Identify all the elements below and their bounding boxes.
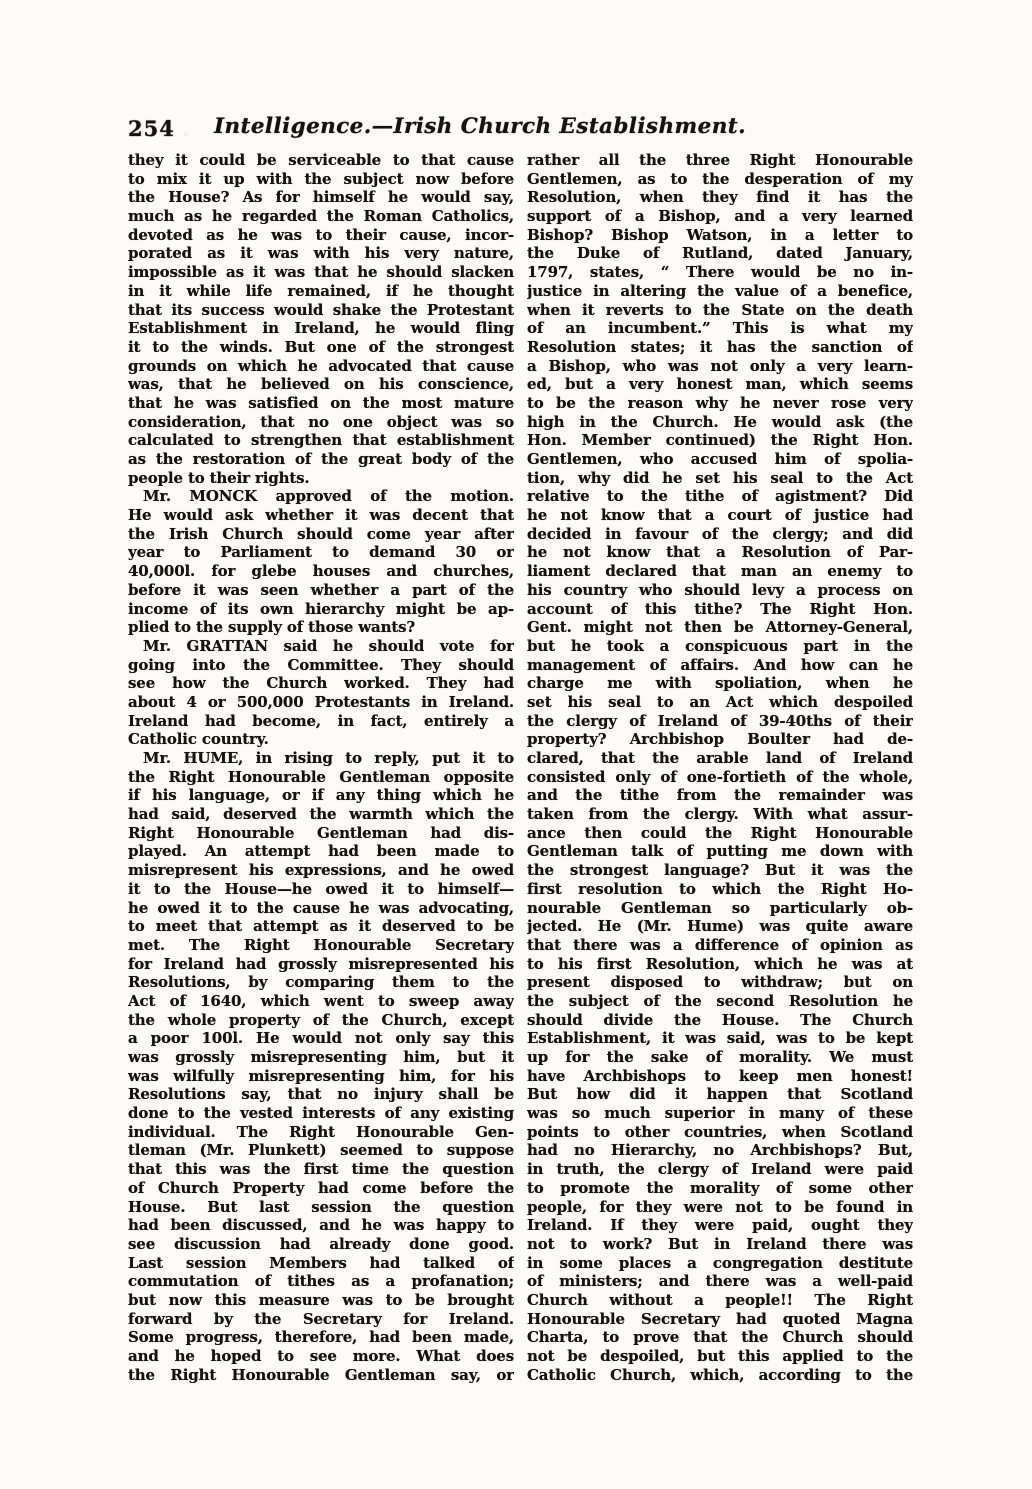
text-line: relative to the tithe of agistment? Did [527, 487, 913, 506]
text-line: Honourable Secretary had quoted Magna [527, 1309, 913, 1328]
text-line: met. The Right Honourable Secretary [128, 935, 514, 954]
text-line: played. An attempt had been made to [128, 842, 514, 861]
text-line: management of affairs. And how can he [527, 655, 913, 674]
text-line: ed, but a very honest man, which seems [527, 375, 913, 394]
text-line: that this was the first time the question [128, 1160, 514, 1179]
text-line: a poor 100l. He would not only say this [128, 1029, 514, 1048]
text-line: Hon. Member continued) the Right Hon. [527, 431, 913, 450]
text-line: liament declared that man an enemy to [527, 562, 913, 581]
text-line: justice in altering the value of a benefice, [527, 281, 913, 300]
text-line: the House? As for himself he would say, [128, 188, 514, 207]
text-line: to be the reason why he never rose very [527, 393, 913, 412]
text-line: for Ireland had grossly misrepresented his [128, 954, 514, 973]
text-line: Act of 1640, which went to sweep away [128, 991, 514, 1010]
text-line: Ireland. If they were paid, ought they [527, 1216, 913, 1235]
text-line: Mr. MONCK approved of the motion. [143, 487, 514, 506]
text-line: devoted as he was to their cause, incor- [128, 225, 514, 244]
text-line: but now this measure was to be brought [128, 1290, 514, 1309]
text-line: was, that he believed on his conscience, [128, 375, 514, 394]
text-line: in some places a congregation destitute [527, 1253, 913, 1272]
text-line: Mr. HUME, in rising to reply, put it to [143, 749, 514, 767]
text-line: the Duke of Rutland, dated January, [527, 244, 913, 263]
text-line: up for the sake of morality. We must [527, 1048, 913, 1066]
text-line: much as he regarded the Roman Catholics, [128, 207, 514, 226]
text-columns [128, 151, 913, 1384]
text-line: was so much superior in many of these [527, 1104, 913, 1123]
text-line: as the restoration of the great body of the [128, 450, 514, 468]
text-line: the Irish Church should come year after [128, 524, 514, 543]
text-line: people, for they were not to be found in [527, 1197, 913, 1216]
text-line: see discussion had already done good. [128, 1234, 514, 1253]
text-line: charge me with spoliation, when he [527, 674, 913, 693]
text-line: tleman (Mr. Plunkett) seemed to suppose [128, 1141, 514, 1160]
text-line: Resolution, when they find it has the [527, 188, 913, 207]
text-line: high in the Church. He would ask (the [527, 412, 913, 431]
text-line: taken from the clergy. With what assur- [527, 805, 913, 824]
text-line: decided in favour of the clergy; and did [527, 524, 913, 543]
text-line: of an incumbent.” This is what my [527, 319, 913, 338]
text-line: he owed it to the cause he was advocating, [128, 898, 514, 917]
text-line: Gentlemen, as to the desperation of my [527, 169, 913, 188]
text-line: to mix it up with the subject now before [128, 169, 514, 188]
text-line: Charta, to prove that the Church should [527, 1328, 913, 1347]
text-line: first resolution to which the Right Ho- [527, 879, 913, 898]
text-line: not to work? But in Ireland there was [527, 1234, 913, 1253]
text-column-right [527, 151, 913, 1384]
text-line: rather all the three Right Honourable [527, 151, 913, 169]
text-line: of ministers; and there was a well-paid [527, 1272, 913, 1291]
text-line: Right Honourable Gentleman had dis- [128, 823, 514, 842]
text-line: going into the Committee. They should [128, 655, 514, 674]
text-line: had been discussed, and he was happy to [128, 1216, 514, 1235]
text-line: to promote the morality of some other [527, 1178, 913, 1197]
text-line: porated as it was with his very nature, [128, 244, 514, 263]
text-line: year to Parliament to demand 30 or [128, 543, 514, 562]
text-line: consisted only of one-fortieth of the whole, [527, 767, 913, 786]
text-line: forward by the Secretary for Ireland. [128, 1309, 514, 1328]
text-line: had said, deserved the warmth which the [128, 805, 514, 824]
text-line: account of this tithe? The Right Hon. [527, 599, 913, 618]
text-line: he not know that a court of justice had [527, 506, 913, 525]
text-line: they it could be serviceable to that cause [128, 151, 514, 169]
text-line: a Bishop, who was not only a very learn- [527, 356, 913, 375]
text-line: jected. He (Mr. Hume) was quite aware [527, 917, 913, 936]
text-line: that he was satisfied on the most mature [128, 393, 514, 412]
text-line: the subject of the second Resolution he [527, 991, 913, 1010]
text-line: impossible as it was that he should slacken [128, 263, 514, 282]
text-line: He would ask whether it was decent that [128, 506, 514, 525]
text-line: that its success would shake the Protestant [128, 300, 514, 319]
text-line: House. But last session the question [128, 1197, 514, 1216]
text-line: commutation of tithes as a profanation; [128, 1272, 514, 1291]
text-line: present disposed to withdraw; but on [527, 973, 913, 992]
text-line: Last session Members had talked of [128, 1253, 514, 1272]
text-line: the strongest language? But it was the [527, 861, 913, 880]
text-line: but he took a conspicuous part in the [527, 636, 913, 655]
text-line: before it was seen whether a part of the [128, 580, 514, 599]
text-line: have Archbishops to keep men honest! [527, 1066, 913, 1085]
text-line: property? Archbishop Boulter had de- [527, 730, 913, 749]
text-line: Resolutions, by comparing them to the [128, 973, 514, 992]
text-line: to his first Resolution, which he was at [527, 954, 913, 973]
text-line: nourable Gentleman so particularly ob- [527, 898, 913, 917]
text-line: people to their rights. [128, 468, 310, 487]
text-line: was grossly misrepresenting him, but it [128, 1048, 514, 1066]
text-line: Catholic Church, which, according to the [527, 1365, 913, 1384]
text-line: Some progress, therefore, had been made, [128, 1328, 514, 1347]
text-line: 40,000l. for glebe houses and churches, [128, 562, 514, 581]
text-line: it to the House—he owed it to himself— [128, 879, 514, 898]
text-line: tion, why did he set his seal to the Act [527, 468, 913, 487]
text-column-left [128, 151, 514, 1384]
text-line: Church without a people!! The Right [527, 1290, 913, 1309]
text-line: the whole property of the Church, except [128, 1010, 514, 1029]
text-line: But how did it happen that Scotland [527, 1085, 913, 1104]
text-line: not be despoiled, but this applied to the [527, 1347, 913, 1365]
running-title: Intelligence.—Irish Church Establishment. [214, 114, 746, 139]
text-line: individual. The Right Honourable Gen- [128, 1122, 514, 1141]
text-line: his country who should levy a process on [527, 580, 913, 599]
text-line: 1797, states, “ There would be no in- [527, 263, 913, 282]
text-line: should divide the House. The Church [527, 1010, 913, 1029]
text-line: clared, that the arable land of Ireland [527, 749, 913, 767]
text-line: plied to the supply of those wants? [128, 618, 416, 637]
text-line: and the tithe from the remainder was [527, 786, 913, 805]
text-line: the clergy of Ireland of 39-40ths of their [527, 711, 913, 730]
text-line: Mr. GRATTAN said he should vote for [143, 636, 514, 655]
text-line: Bishop? Bishop Watson, in a letter to [527, 225, 913, 244]
running-head [128, 114, 912, 146]
text-line: the Right Honourable Gentleman say, or [128, 1365, 514, 1384]
text-line: was wilfully misrepresenting him, for his [128, 1066, 514, 1085]
text-line: Catholic country. [128, 730, 269, 749]
text-line: support of a Bishop, and a very learned [527, 207, 913, 226]
text-line: Gentleman talk of putting me down with [527, 842, 913, 861]
text-line: set his seal to an Act which despoiled [527, 692, 913, 711]
text-line: he not know that a Resolution of Par- [527, 543, 913, 562]
text-line: that there was a difference of opinion as [527, 935, 913, 954]
text-line: Gent. might not then be Attorney-General, [527, 618, 913, 637]
text-line: about 4 or 500,000 Protestants in Ireland. [128, 692, 514, 711]
text-line: consideration, that no one object was so [128, 412, 514, 431]
text-line: to meet that attempt as it deserved to be [128, 917, 514, 936]
text-line: Resolutions say, that no injury shall be [128, 1085, 514, 1104]
text-line: misrepresent his expressions, and he owed [128, 861, 514, 880]
text-line: points to other countries, when Scotland [527, 1122, 913, 1141]
text-line: grounds on which he advocated that cause [128, 356, 514, 375]
page-number: 254 [128, 116, 175, 141]
text-line: income of its own hierarchy might be ap- [128, 599, 514, 618]
text-line: Resolution states; it has the sanction of [527, 337, 913, 356]
text-line: Establishment in Ireland, he would fling [128, 319, 514, 338]
text-line: in truth, the clergy of Ireland were paid [527, 1160, 913, 1179]
text-line: Ireland had become, in fact, entirely a [128, 711, 514, 730]
text-line: when it reverts to the State on the death [527, 300, 913, 319]
text-line: done to the vested interests of any existing [128, 1104, 514, 1123]
text-line: of Church Property had come before the [128, 1178, 514, 1197]
text-line: Establishment, it was said, was to be kept [527, 1029, 913, 1048]
text-line: ance then could the Right Honourable [527, 823, 913, 842]
text-line: it to the winds. But one of the strongest [128, 337, 514, 356]
text-line: the Right Honourable Gentleman opposite [128, 767, 514, 786]
text-line: and he hoped to see more. What does [128, 1347, 514, 1365]
text-line: Gentlemen, who accused him of spolia- [527, 450, 913, 468]
text-line: had no Hierarchy, no Archbishops? But, [527, 1141, 913, 1160]
text-line: if his language, or if any thing which he [128, 786, 514, 805]
text-line: in it while life remained, if he thought [128, 281, 514, 300]
text-line: see how the Church worked. They had [128, 674, 514, 693]
text-line: calculated to strengthen that establishment [128, 431, 514, 450]
